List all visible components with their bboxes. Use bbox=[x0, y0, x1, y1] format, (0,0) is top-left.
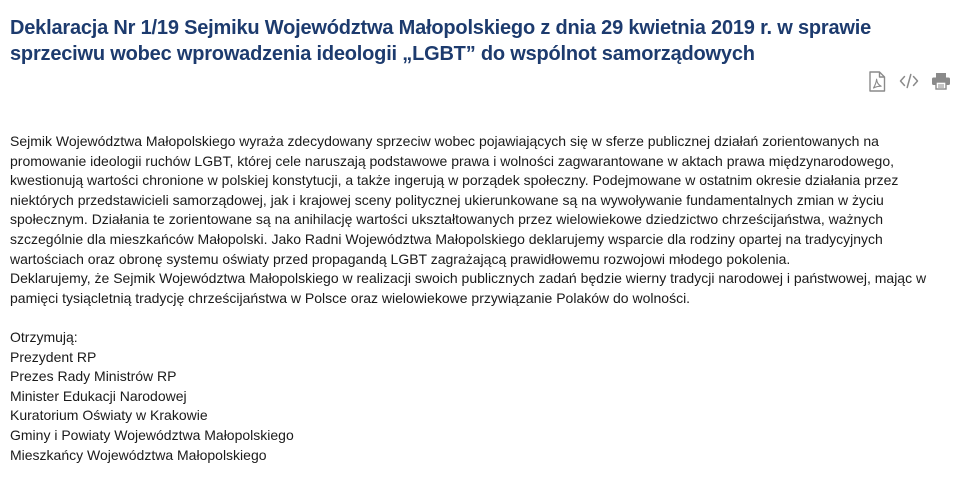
list-item: Minister Edukacji Narodowej bbox=[10, 387, 187, 404]
list-item: Kuratorium Oświaty w Krakowie bbox=[10, 407, 208, 424]
list-item: Prezes Rady Ministrów RP bbox=[10, 368, 177, 385]
document-body bbox=[10, 132, 950, 465]
pdf-icon bbox=[868, 71, 886, 92]
list-item: Prezydent RP bbox=[10, 348, 97, 365]
code-icon bbox=[899, 73, 919, 89]
print-button[interactable] bbox=[930, 70, 952, 92]
pdf-button[interactable] bbox=[866, 70, 888, 92]
embed-code-button[interactable] bbox=[898, 70, 920, 92]
print-icon bbox=[931, 72, 951, 90]
declaration-paragraph: Sejmik Województwa Małopolskiego wyraża zdecydowany sprzeciw wobec pojawiających się w sferze publicznej działań zorientowanych na promowanie ideologii ruchów LGBT, której cele naruszają podstawowe prawa i wolności zagwarantowane w aktach prawa międzynarodowego, kwestionują wartości chronione w polskiej konstytucji, a także ingerują w porządek społeczny. Podejmowane w ostatnim okresie działania przez niektórych przedstawicieli samorządowej, jak i krajowej sceny politycznej ukierunkowane są na wywoływanie fundamentalnych zmian w życiu społecznym. Działania te zorientowane są na anihilację wartości ukształtowanych przez wielowiekowe dziedzictwo chrześcijaństwa, ważnych szczególnie dla mieszkańców Małopolski. Jako Radni Województwa Małopolskiego deklarujemy wsparcie dla rodziny opartej na tradycyjnych wartościach oraz obronę systemu oświaty przed propagandą LGBT zagrażającą prawidłowemu rozwojowi młodego pokolenia. bbox=[10, 133, 899, 267]
list-item: Mieszkańcy Województwa Małopolskiego bbox=[10, 446, 267, 463]
page-title: Deklaracja Nr 1/19 Sejmiku Województwa Małopolskiego z dnia 29 kwietnia 2019 r. w sprawie sprzeciwu wobec wprowadzenia ideologii „LGBT” do wspólnot samorządowych bbox=[10, 17, 872, 65]
declaration-paragraph: Deklarujemy, że Sejmik Województwa Małopolskiego w realizacji swoich publicznych zadań będzie wierny tradycji narodowej i państwowej, mając w pamięci tysiącletnią tradycję chrześcijaństwa w Polsce oraz wielowiekowe przywiązanie Polaków do wolności. bbox=[10, 270, 927, 306]
document-toolbar bbox=[866, 70, 952, 92]
recipients-heading: Otrzymują: bbox=[10, 328, 78, 345]
spacer bbox=[10, 308, 950, 328]
list-item: Gminy i Powiaty Województwa Małopolskiego bbox=[10, 426, 294, 443]
recipients-list bbox=[10, 348, 950, 466]
